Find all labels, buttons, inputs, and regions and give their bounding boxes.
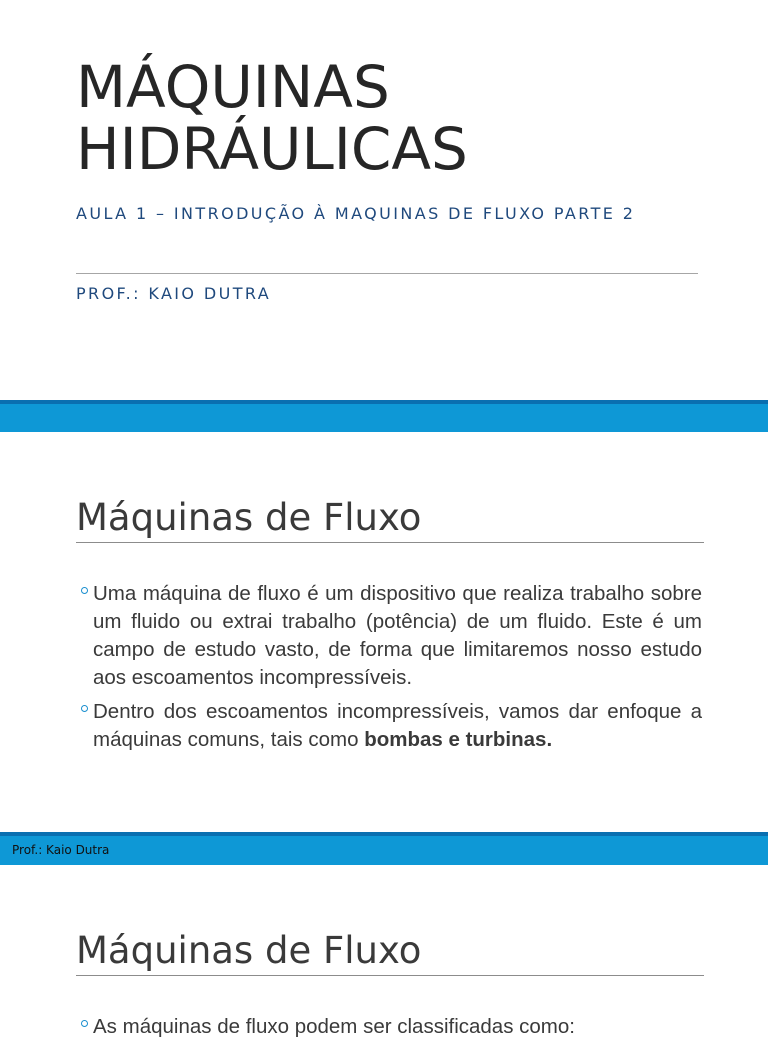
slide-subtitle: AULA 1 – INTRODUÇÃO À MAQUINAS DE FLUXO PARTE 2 — [76, 204, 636, 223]
bullet-circle-icon — [81, 705, 88, 712]
bullet-bold-text: bombas e turbinas. — [364, 728, 553, 751]
bullet-circle-icon — [81, 1020, 88, 1027]
bullet-item — [80, 1013, 702, 1041]
footer-author: Prof.: Kaio Dutra — [12, 843, 110, 857]
bullet-text: Dentro dos escoamentos incompressíveis, vamos dar enfoque a máquinas comuns, tais como — [93, 700, 702, 751]
bullet-text: Uma máquina de fluxo é um dispositivo que realiza trabalho sobre um fluido ou extrai trabalho (potência) de um fluido. Este é um campo de estudo vasto, de forma que limitaremos nosso estudo aos escoamentos incompressíveis. — [93, 582, 702, 689]
divider — [76, 273, 698, 274]
slide-title — [76, 53, 468, 183]
author-line: PROF.: KAIO DUTRA — [76, 284, 272, 303]
slide-heading: Máquinas de Fluxo — [76, 929, 422, 972]
bullet-text: As máquinas de fluxo podem ser classificadas como: — [93, 1015, 575, 1038]
content-slide — [0, 865, 768, 1038]
slide-heading: Máquinas de Fluxo — [76, 496, 422, 539]
content-slide — [0, 432, 768, 832]
bullet-circle-icon — [81, 587, 88, 594]
bullet-item — [80, 580, 702, 692]
bullet-list — [80, 1013, 702, 1047]
title-line-2: HIDRÁULICAS — [76, 115, 468, 183]
separator-top-edge — [0, 400, 768, 404]
footer-top-edge — [0, 832, 768, 836]
slide-footer-bar — [0, 832, 768, 865]
title-line-1: MÁQUINAS — [76, 53, 390, 121]
bullet-list — [80, 580, 702, 760]
bullet-item — [80, 698, 702, 754]
heading-divider — [76, 975, 704, 976]
title-slide — [0, 0, 768, 400]
heading-divider — [76, 542, 704, 543]
slide-separator-bar — [0, 400, 768, 432]
